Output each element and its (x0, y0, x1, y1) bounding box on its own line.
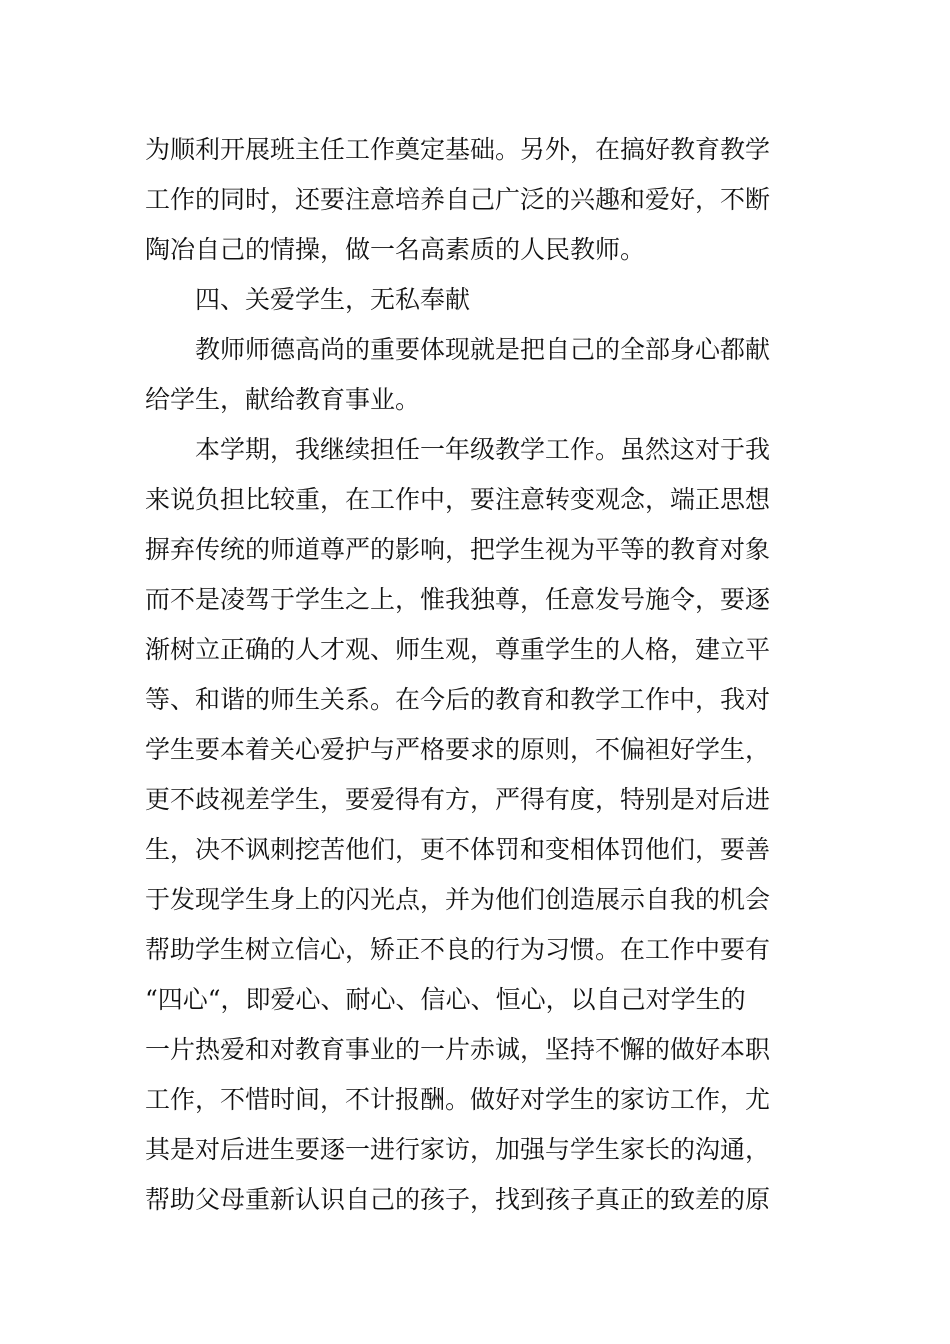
text-line: “四心“，即爱心、耐心、信心、恒心，以自己对学生的 (145, 985, 746, 1014)
text-line: 给学生，献给教育事业。 (145, 385, 421, 414)
text-line: 渐树立正确的人才观、师生观，尊重学生的人格，建立平 (145, 635, 771, 664)
text-line: 教师师德高尚的重要体现就是把自己的全部身心都献 (195, 335, 771, 364)
text-line: 工作，不惜时间，不计报酬。做好对学生的家访工作，尤 (145, 1085, 771, 1114)
text-line: 更不歧视差学生，要爱得有方，严得有度，特别是对后进 (145, 785, 771, 814)
text-line: 本学期，我继续担任一年级教学工作。虽然这对于我 (195, 435, 771, 464)
text-line: 帮助父母重新认识自己的孩子，找到孩子真正的致差的原 (145, 1185, 771, 1214)
text-line: 学生要本着关心爱护与严格要求的原则，不偏袒好学生， (145, 735, 771, 764)
text-line: 摒弃传统的师道尊严的影响，把学生视为平等的教育对象 (145, 535, 771, 564)
text-line: 于发现学生身上的闪光点，并为他们创造展示自我的机会 (145, 885, 771, 914)
text-line: 来说负担比较重，在工作中，要注意转变观念，端正思想 (145, 485, 771, 514)
text-line: 帮助学生树立信心，矫正不良的行为习惯。在工作中要有 (145, 935, 771, 964)
text-line: 一片热爱和对教育事业的一片赤诚，坚持不懈的做好本职 (145, 1035, 771, 1064)
text-line: 而不是凌驾于学生之上，惟我独尊，任意发号施令，要逐 (145, 585, 771, 614)
text-line: 为顺利开展班主任工作奠定基础。另外，在搞好教育教学 (145, 135, 771, 164)
text-line: 等、和谐的师生关系。在今后的教育和教学工作中，我对 (145, 685, 771, 714)
section-heading: 四、关爱学生，无私奉献 (195, 285, 471, 314)
text-line: 工作的同时，还要注意培养自己广泛的兴趣和爱好，不断 (145, 185, 771, 214)
text-line: 陶冶自己的情操，做一名高素质的人民教师。 (145, 235, 646, 264)
text-line: 生，决不讽刺挖苦他们，更不体罚和变相体罚他们，要善 (145, 835, 771, 864)
text-line: 其是对后进生要逐一进行家访，加强与学生家长的沟通， (145, 1135, 771, 1164)
